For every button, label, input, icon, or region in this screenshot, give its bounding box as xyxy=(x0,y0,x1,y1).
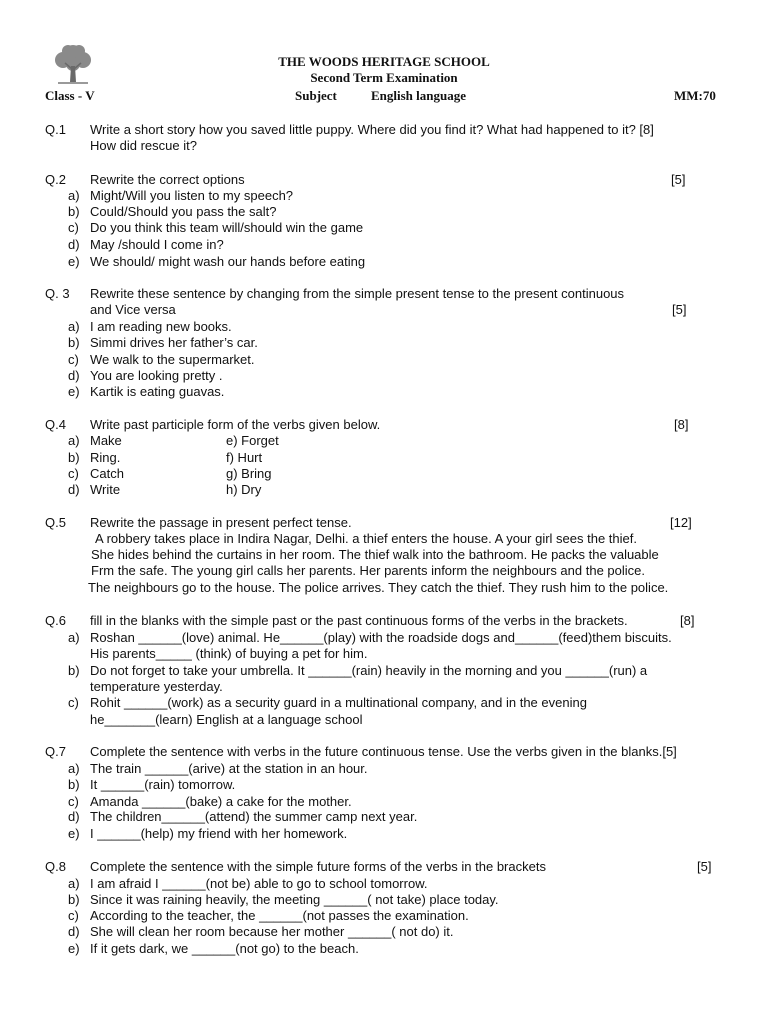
item-text: Since it was raining heavily, the meeting ______( not take) place today. xyxy=(90,892,499,907)
question-marks: [12] xyxy=(670,515,692,530)
question-number: Q.6 xyxy=(45,613,66,628)
item-text: f) Hurt xyxy=(226,450,263,465)
question-marks: [8] xyxy=(674,417,689,432)
school-name: THE WOODS HERITAGE SCHOOL xyxy=(278,54,490,69)
item-label: a) xyxy=(68,433,80,448)
item-text: he_______(learn) English at a language school xyxy=(90,712,363,727)
item-text: The train ______(arive) at the station in an hour. xyxy=(90,761,368,776)
item-text: h) Dry xyxy=(226,482,262,497)
item-label: e) xyxy=(68,941,80,956)
item-label: a) xyxy=(68,630,80,645)
item-text: Could/Should you pass the salt? xyxy=(90,204,277,219)
item-text: I am afraid I ______(not be) able to go to school tomorrow. xyxy=(90,876,428,891)
item-text: Simmi drives her father’s car. xyxy=(90,335,258,350)
question-text: Rewrite the correct options xyxy=(90,172,245,187)
item-label: c) xyxy=(68,794,79,809)
item-text: If it gets dark, we ______(not go) to the beach. xyxy=(90,941,359,956)
item-label: c) xyxy=(68,908,79,923)
item-text: g) Bring xyxy=(226,466,272,481)
question-text: Rewrite the passage in present perfect tense. xyxy=(90,515,352,530)
item-label: e) xyxy=(68,826,80,841)
item-label: c) xyxy=(68,220,79,235)
item-text: Do not forget to take your umbrella. It ______(rain) heavily in the morning and you ______(run) a xyxy=(90,663,648,678)
item-label: b) xyxy=(68,204,80,219)
question-text: Rewrite these sentence by changing from the simple present tense to the present continuous xyxy=(90,286,625,301)
item-text: Write xyxy=(90,482,121,497)
item-label: b) xyxy=(68,777,80,792)
passage-line: Frm the safe. The young girl calls her parents. Her parents inform the neighbours and the police. xyxy=(91,563,645,578)
subject-value: English language xyxy=(371,88,467,103)
question-number: Q.1 xyxy=(45,122,66,137)
question-number: Q.4 xyxy=(45,417,66,432)
item-text: May /should I come in? xyxy=(90,237,224,252)
item-text: We walk to the supermarket. xyxy=(90,352,255,367)
question-number: Q.7 xyxy=(45,744,66,759)
item-text: I ______(help) my friend with her homework. xyxy=(90,826,348,841)
question-marks: [5] xyxy=(697,859,712,874)
item-text: Amanda ______(bake) a cake for the mother. xyxy=(90,794,352,809)
question-marks: [5] xyxy=(672,302,687,317)
item-label: a) xyxy=(68,319,80,334)
item-label: d) xyxy=(68,924,80,939)
item-text: You are looking pretty . xyxy=(90,368,223,383)
question-text: fill in the blanks with the simple past or the past continuous forms of the verbs in the brackets. xyxy=(90,613,628,628)
item-text: His parents_____ (think) of buying a pet for him. xyxy=(90,646,368,661)
item-label: a) xyxy=(68,761,80,776)
item-text: According to the teacher, the ______(not passes the examination. xyxy=(90,908,469,923)
item-text: Roshan ______(love) animal. He______(play) with the roadside dogs and______(feed)them biscuits. xyxy=(90,630,672,645)
max-marks: MM:70 xyxy=(674,88,716,103)
item-label: d) xyxy=(68,368,80,383)
item-text: Kartik is eating guavas. xyxy=(90,384,225,399)
question-text: How did rescue it? xyxy=(90,138,197,153)
question-number: Q. 3 xyxy=(45,286,70,301)
question-text: Complete the sentence with verbs in the future continuous tense. Use the verbs given in the blanks.[5] xyxy=(90,744,677,759)
question-text: Write past participle form of the verbs given below. xyxy=(90,417,381,432)
item-label: b) xyxy=(68,335,80,350)
item-label: a) xyxy=(68,188,80,203)
passage-line: A robbery takes place in Indira Nagar, Delhi. a thief enters the house. A your girl sees the thief. xyxy=(95,531,637,546)
item-label: b) xyxy=(68,450,80,465)
question-text: and Vice versa xyxy=(90,302,176,317)
class-label: Class - V xyxy=(45,88,95,103)
item-text: temperature yesterday. xyxy=(90,679,223,694)
item-text: Make xyxy=(90,433,122,448)
item-label: c) xyxy=(68,466,79,481)
item-label: c) xyxy=(68,352,79,367)
item-label: e) xyxy=(68,254,80,269)
item-text: I am reading new books. xyxy=(90,319,232,334)
item-label: e) xyxy=(68,384,80,399)
item-text: Ring. xyxy=(90,450,121,465)
question-number: Q.2 xyxy=(45,172,66,187)
item-text: Might/Will you listen to my speech? xyxy=(90,188,294,203)
passage-line: The neighbours go to the house. The police arrives. They catch the thief. They rush him to the police. xyxy=(88,580,669,595)
question-marks: [5] xyxy=(671,172,686,187)
item-text: Rohit ______(work) as a security guard in a multinational company, and in the evening xyxy=(90,695,587,710)
question-number: Q.8 xyxy=(45,859,66,874)
item-label: b) xyxy=(68,892,80,907)
item-text: It ______(rain) tomorrow. xyxy=(90,777,236,792)
item-text: We should/ might wash our hands before eating xyxy=(90,254,366,269)
item-text: The children______(attend) the summer camp next year. xyxy=(90,809,418,824)
item-text: She will clean her room because her mother ______( not do) it. xyxy=(90,924,454,939)
question-marks: [8] xyxy=(680,613,695,628)
question-number: Q.5 xyxy=(45,515,66,530)
item-text: e) Forget xyxy=(226,433,279,448)
item-label: d) xyxy=(68,809,80,824)
subject-label: Subject xyxy=(295,88,337,103)
item-label: c) xyxy=(68,695,79,710)
item-label: d) xyxy=(68,482,80,497)
item-label: b) xyxy=(68,663,80,678)
exam-title: Second Term Examination xyxy=(310,70,458,85)
item-label: a) xyxy=(68,876,80,891)
item-text: Catch xyxy=(90,466,124,481)
question-text: Write a short story how you saved little puppy. Where did you find it? What had happened to it? [8] xyxy=(90,122,654,137)
question-text: Complete the sentence with the simple future forms of the verbs in the brackets xyxy=(90,859,546,874)
passage-line: She hides behind the curtains in her room. The thief walk into the bathroom. He packs the valuable xyxy=(91,547,659,562)
item-label: d) xyxy=(68,237,80,252)
item-text: Do you think this team will/should win the game xyxy=(90,220,364,235)
